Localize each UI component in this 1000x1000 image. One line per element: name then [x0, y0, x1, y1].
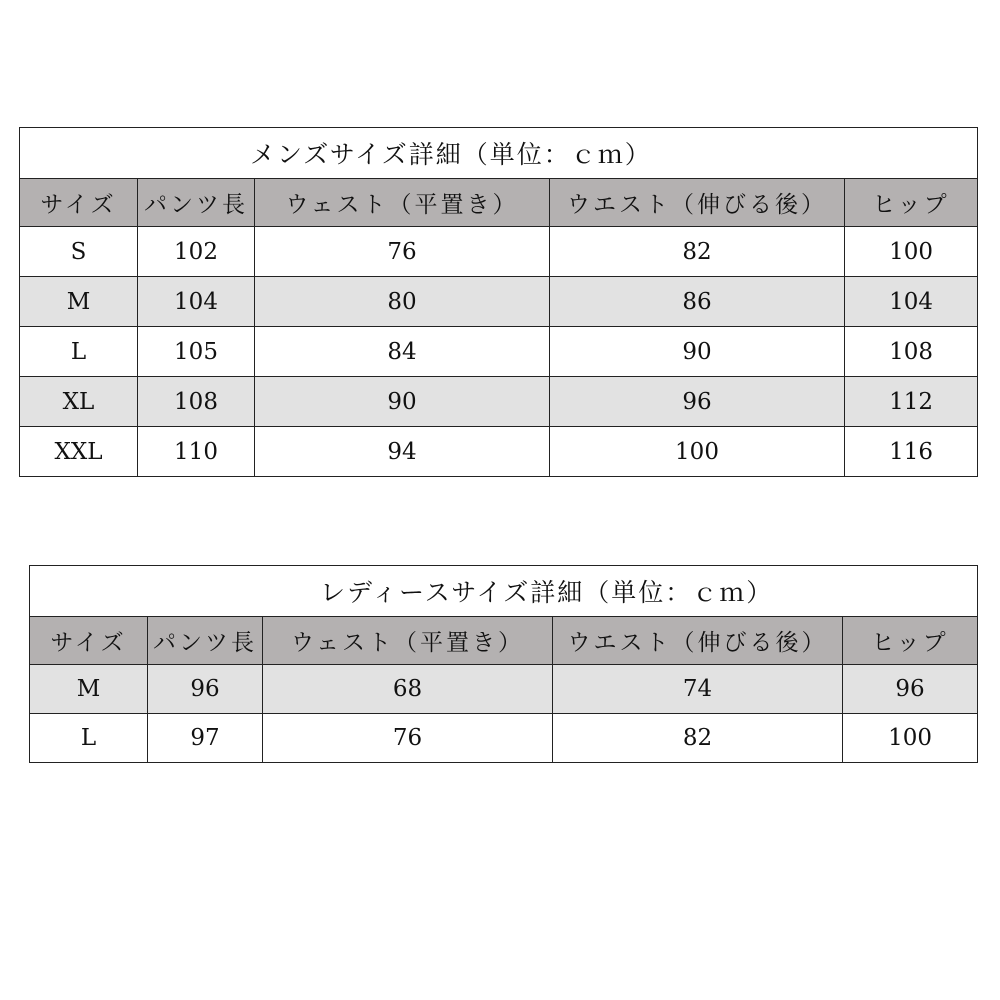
mens-header-size: サイズ	[20, 179, 138, 227]
pants-length-cell: 110	[138, 427, 255, 477]
size-cell: XL	[20, 377, 138, 427]
mens-size-table	[19, 127, 978, 477]
hip-cell: 104	[845, 277, 978, 327]
pants-length-cell: 105	[138, 327, 255, 377]
mens-header-hip: ヒップ	[845, 179, 978, 227]
table-row	[20, 327, 978, 377]
size-cell: L	[20, 327, 138, 377]
table-row	[20, 377, 978, 427]
mens-header-waist-stretched: ウエスト（伸びる後）	[550, 179, 845, 227]
waist-flat-cell: 84	[255, 327, 550, 377]
table-row	[30, 714, 978, 763]
womens-header-pants-length: パンツ長	[148, 617, 263, 665]
hip-cell: 100	[845, 227, 978, 277]
pants-length-cell: 104	[138, 277, 255, 327]
table-row	[20, 427, 978, 477]
hip-cell: 112	[845, 377, 978, 427]
womens-header-hip: ヒップ	[843, 617, 978, 665]
hip-cell: 116	[845, 427, 978, 477]
size-cell: XXL	[20, 427, 138, 477]
womens-header-row	[30, 617, 978, 665]
waist-stretched-cell: 86	[550, 277, 845, 327]
pants-length-cell: 97	[148, 714, 263, 763]
hip-cell: 96	[843, 665, 978, 714]
waist-stretched-cell: 100	[550, 427, 845, 477]
mens-title-row	[20, 128, 978, 179]
waist-stretched-cell: 90	[550, 327, 845, 377]
mens-table-title: メンズサイズ詳細（単位：ｃｍ）	[20, 128, 978, 179]
waist-stretched-cell: 82	[550, 227, 845, 277]
waist-stretched-cell: 82	[553, 714, 843, 763]
table-row	[30, 665, 978, 714]
pants-length-cell: 102	[138, 227, 255, 277]
pants-length-cell: 108	[138, 377, 255, 427]
mens-header-pants-length: パンツ長	[138, 179, 255, 227]
size-cell: M	[20, 277, 138, 327]
table-row	[20, 227, 978, 277]
womens-size-table	[29, 565, 978, 763]
womens-header-waist-stretched: ウエスト（伸びる後）	[553, 617, 843, 665]
womens-title-row	[30, 566, 978, 617]
waist-stretched-cell: 74	[553, 665, 843, 714]
womens-table-title: レディースサイズ詳細（単位：ｃｍ）	[30, 566, 978, 617]
waist-flat-cell: 76	[263, 714, 553, 763]
womens-header-waist-flat: ウェスト（平置き）	[263, 617, 553, 665]
size-cell: S	[20, 227, 138, 277]
hip-cell: 100	[843, 714, 978, 763]
waist-flat-cell: 80	[255, 277, 550, 327]
waist-stretched-cell: 96	[550, 377, 845, 427]
pants-length-cell: 96	[148, 665, 263, 714]
table-row	[20, 277, 978, 327]
waist-flat-cell: 94	[255, 427, 550, 477]
hip-cell: 108	[845, 327, 978, 377]
waist-flat-cell: 76	[255, 227, 550, 277]
waist-flat-cell: 68	[263, 665, 553, 714]
mens-header-row	[20, 179, 978, 227]
size-cell: L	[30, 714, 148, 763]
size-cell: M	[30, 665, 148, 714]
waist-flat-cell: 90	[255, 377, 550, 427]
mens-header-waist-flat: ウェスト（平置き）	[255, 179, 550, 227]
womens-header-size: サイズ	[30, 617, 148, 665]
